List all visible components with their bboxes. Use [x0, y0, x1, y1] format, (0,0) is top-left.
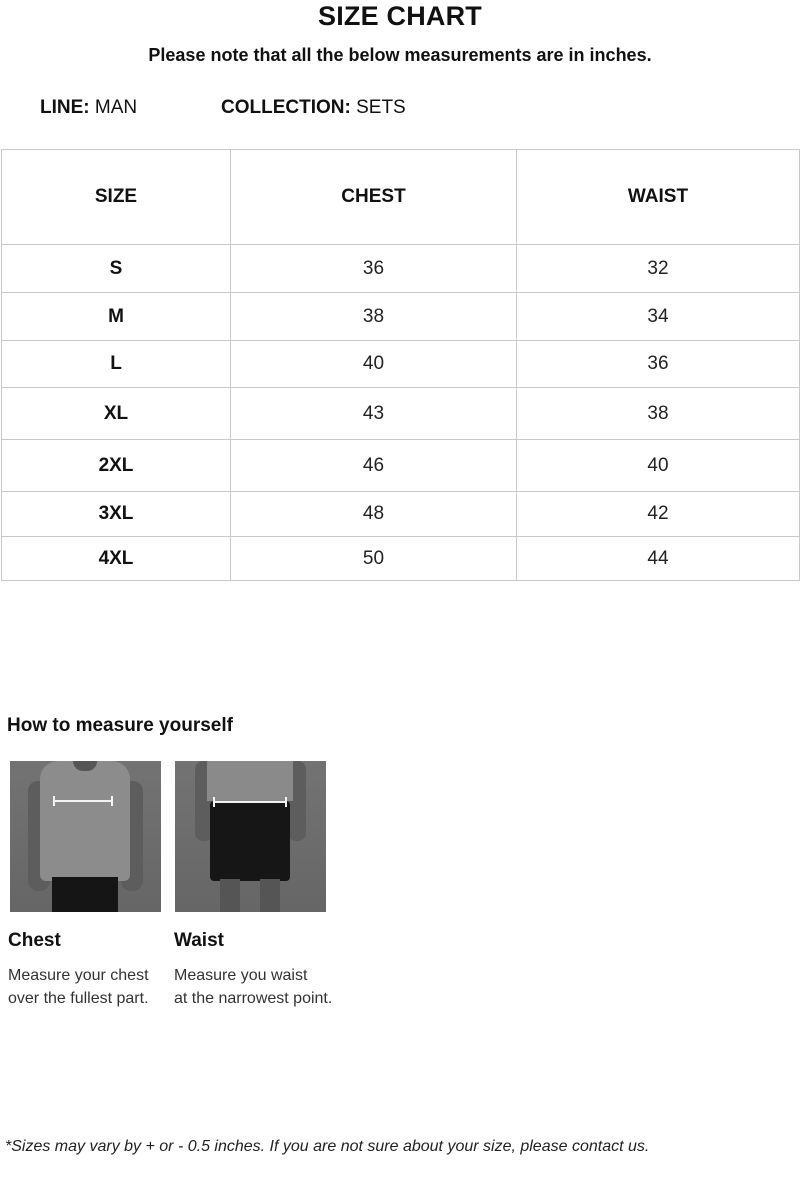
line-info — [40, 96, 137, 120]
waist-cell: 40 — [517, 440, 800, 492]
size-cell: XL — [2, 388, 231, 440]
waist-cell: 32 — [517, 245, 800, 293]
chest-caption-line1: Measure your chest — [8, 967, 149, 984]
waist-cell: 38 — [517, 388, 800, 440]
column-header-chest: CHEST — [231, 150, 517, 245]
chest-cell: 36 — [231, 245, 517, 293]
collection-info — [221, 96, 406, 120]
waist-measure-line — [213, 801, 287, 803]
size-cell: S — [2, 245, 231, 293]
units-note: Please note that all the below measurements are in inches. — [148, 45, 652, 65]
size-table — [1, 149, 800, 581]
waist-measure-photo — [175, 761, 326, 912]
waist-cell: 36 — [517, 341, 800, 388]
table-header-row — [2, 150, 800, 245]
chest-cell: 38 — [231, 293, 517, 341]
chest-cell: 46 — [231, 440, 517, 492]
waist-caption-line2: at the narrowest point. — [174, 990, 333, 1007]
size-cell: M — [2, 293, 231, 341]
chest-measure-line — [53, 800, 113, 802]
table-row — [2, 492, 800, 537]
table-row — [2, 341, 800, 388]
waist-cell: 44 — [517, 537, 800, 581]
measure-heading: How to measure yourself — [7, 715, 233, 736]
collection-value: SETS — [356, 97, 406, 118]
table-row — [2, 388, 800, 440]
chest-cell: 43 — [231, 388, 517, 440]
size-cell: 3XL — [2, 492, 231, 537]
chest-cell: 40 — [231, 341, 517, 388]
size-cell: 4XL — [2, 537, 231, 581]
waist-caption-title: Waist — [174, 930, 224, 951]
table-row — [2, 440, 800, 492]
chest-cell: 48 — [231, 492, 517, 537]
chest-measure-photo — [10, 761, 161, 912]
table-row — [2, 245, 800, 293]
line-value: MAN — [94, 97, 138, 118]
chest-caption-line2: over the fullest part. — [8, 990, 149, 1007]
waist-caption-text — [174, 964, 332, 1010]
table-row — [2, 537, 800, 581]
waist-caption-line1: Measure you waist — [174, 967, 308, 984]
waist-cell: 34 — [517, 293, 800, 341]
footnote: *Sizes may vary by + or - 0.5 inches. If you are not sure about your size, please contact us. — [5, 1138, 650, 1155]
chest-caption-title: Chest — [8, 930, 61, 951]
size-cell: 2XL — [2, 440, 231, 492]
table-row — [2, 293, 800, 341]
chest-cell: 50 — [231, 537, 517, 581]
page-title: SIZE CHART — [318, 1, 482, 31]
size-cell: L — [2, 341, 231, 388]
collection-label: COLLECTION: — [221, 97, 351, 118]
column-header-waist: WAIST — [517, 150, 800, 245]
line-label: LINE: — [40, 97, 90, 118]
column-header-size: SIZE — [2, 150, 231, 245]
waist-cell: 42 — [517, 492, 800, 537]
chest-caption-text — [8, 964, 149, 1010]
